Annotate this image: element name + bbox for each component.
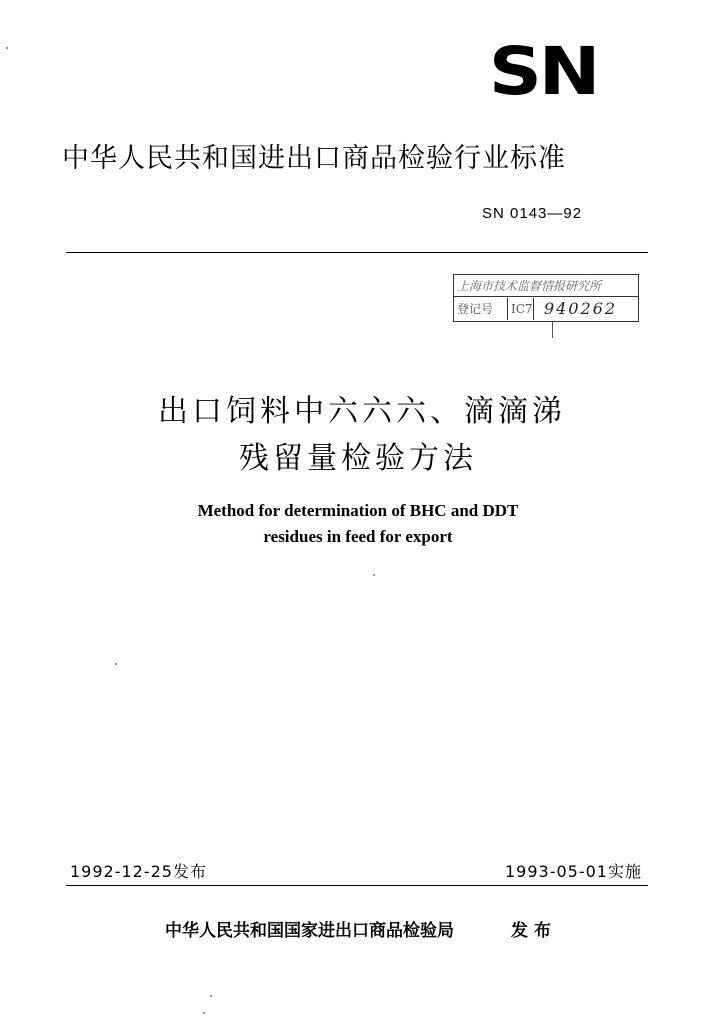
scan-speck (6, 47, 8, 49)
stamp-number: 940262 (544, 299, 618, 318)
stamp-label: 登记号 (454, 298, 508, 320)
stamp-class: IC7 (508, 298, 534, 320)
standard-series-title: 中华人民共和国进出口商品检验行业标准 (62, 143, 566, 174)
scan-speck (373, 574, 375, 576)
scan-speck (115, 663, 117, 665)
issue-word: 发布 (511, 921, 557, 941)
sn-logo: SN (488, 33, 598, 110)
stamp-registration-row (454, 298, 638, 320)
effective-date: 1993-05-01实施 (505, 862, 642, 881)
english-title-line-1: Method for determination of BHC and DDT (197, 501, 519, 520)
stamp-mark (552, 322, 553, 338)
chinese-title-line-1: 出口饲料中六六六、滴滴涕 (158, 394, 566, 429)
issuing-authority: 中华人民共和国国家进出口商品检验局 (165, 921, 454, 941)
library-stamp (453, 274, 639, 322)
scan-speck (203, 1012, 205, 1014)
bottom-divider (66, 885, 648, 886)
top-divider (66, 252, 648, 253)
english-title-line-2: residues in feed for export (263, 527, 453, 546)
chinese-title-line-2: 残留量检验方法 (239, 441, 477, 476)
scan-speck (210, 995, 212, 997)
standard-code: SN 0143—92 (482, 205, 583, 222)
publish-date: 1992-12-25发布 (70, 862, 207, 881)
stamp-institution: 上海市技术监督情报研究所 (454, 275, 638, 297)
